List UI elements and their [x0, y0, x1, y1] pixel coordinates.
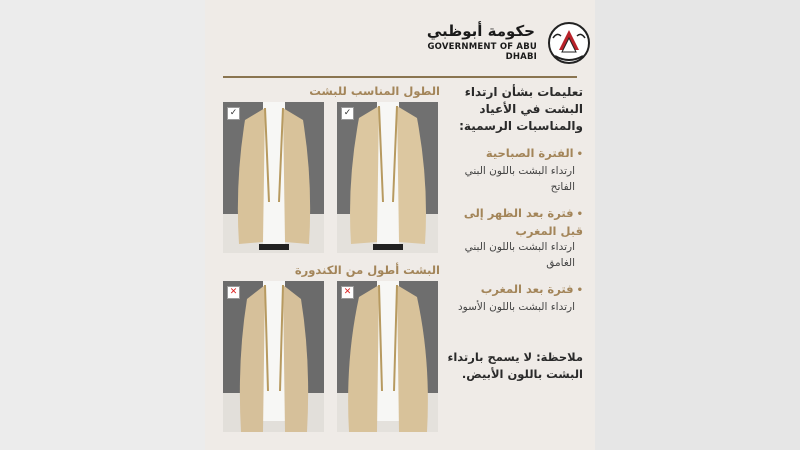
period-description: ارتداء البشت باللون البني الغامق [464, 241, 575, 269]
instructions-intro: تعليمات بشأن ارتداء البشت في الأعياد والمناسبات الرسمية: [459, 85, 583, 133]
photo-correct-1 [223, 102, 324, 253]
check-icon: ✓ [227, 107, 240, 120]
cross-icon: ✕ [341, 286, 354, 299]
falcon-emblem-icon [545, 20, 593, 66]
period-title: الفترة الصباحية [485, 146, 574, 160]
bullet-icon: • [576, 149, 583, 160]
government-english-title: GOVERNMENT OF ABU DHABI [427, 42, 537, 62]
correct-length-label: الطول المناسب للبشت [309, 84, 440, 98]
government-arabic-title: حكومة أبوظبي [426, 22, 535, 40]
bullet-icon: • [576, 285, 583, 296]
period-description: ارتداء البشت باللون البني الفاتح [464, 165, 575, 193]
period-title: فترة بعد المغرب [480, 282, 574, 296]
right-background [595, 0, 800, 450]
note-text: ملاحظة: لا يسمح بارتداء البشت باللون الأبيض. [447, 350, 583, 381]
cross-icon: ✕ [227, 286, 240, 299]
check-icon: ✓ [341, 107, 354, 120]
period-title: فترة بعد الظهر إلى قبل المغرب [463, 206, 583, 238]
period-description: ارتداء البشت باللون الأسود [458, 301, 575, 313]
period-afternoon [443, 205, 583, 271]
period-evening [443, 281, 583, 315]
header-divider [223, 76, 577, 78]
period-morning [443, 145, 583, 195]
infographic-card [205, 0, 595, 450]
instructions-column [443, 84, 583, 383]
photo-correct-2 [337, 102, 438, 253]
photo-wrong-1 [223, 281, 324, 432]
bullet-icon: • [576, 209, 583, 220]
photo-wrong-2 [337, 281, 438, 432]
left-background [0, 0, 205, 450]
too-long-label: البشت أطول من الكندورة [294, 263, 440, 277]
